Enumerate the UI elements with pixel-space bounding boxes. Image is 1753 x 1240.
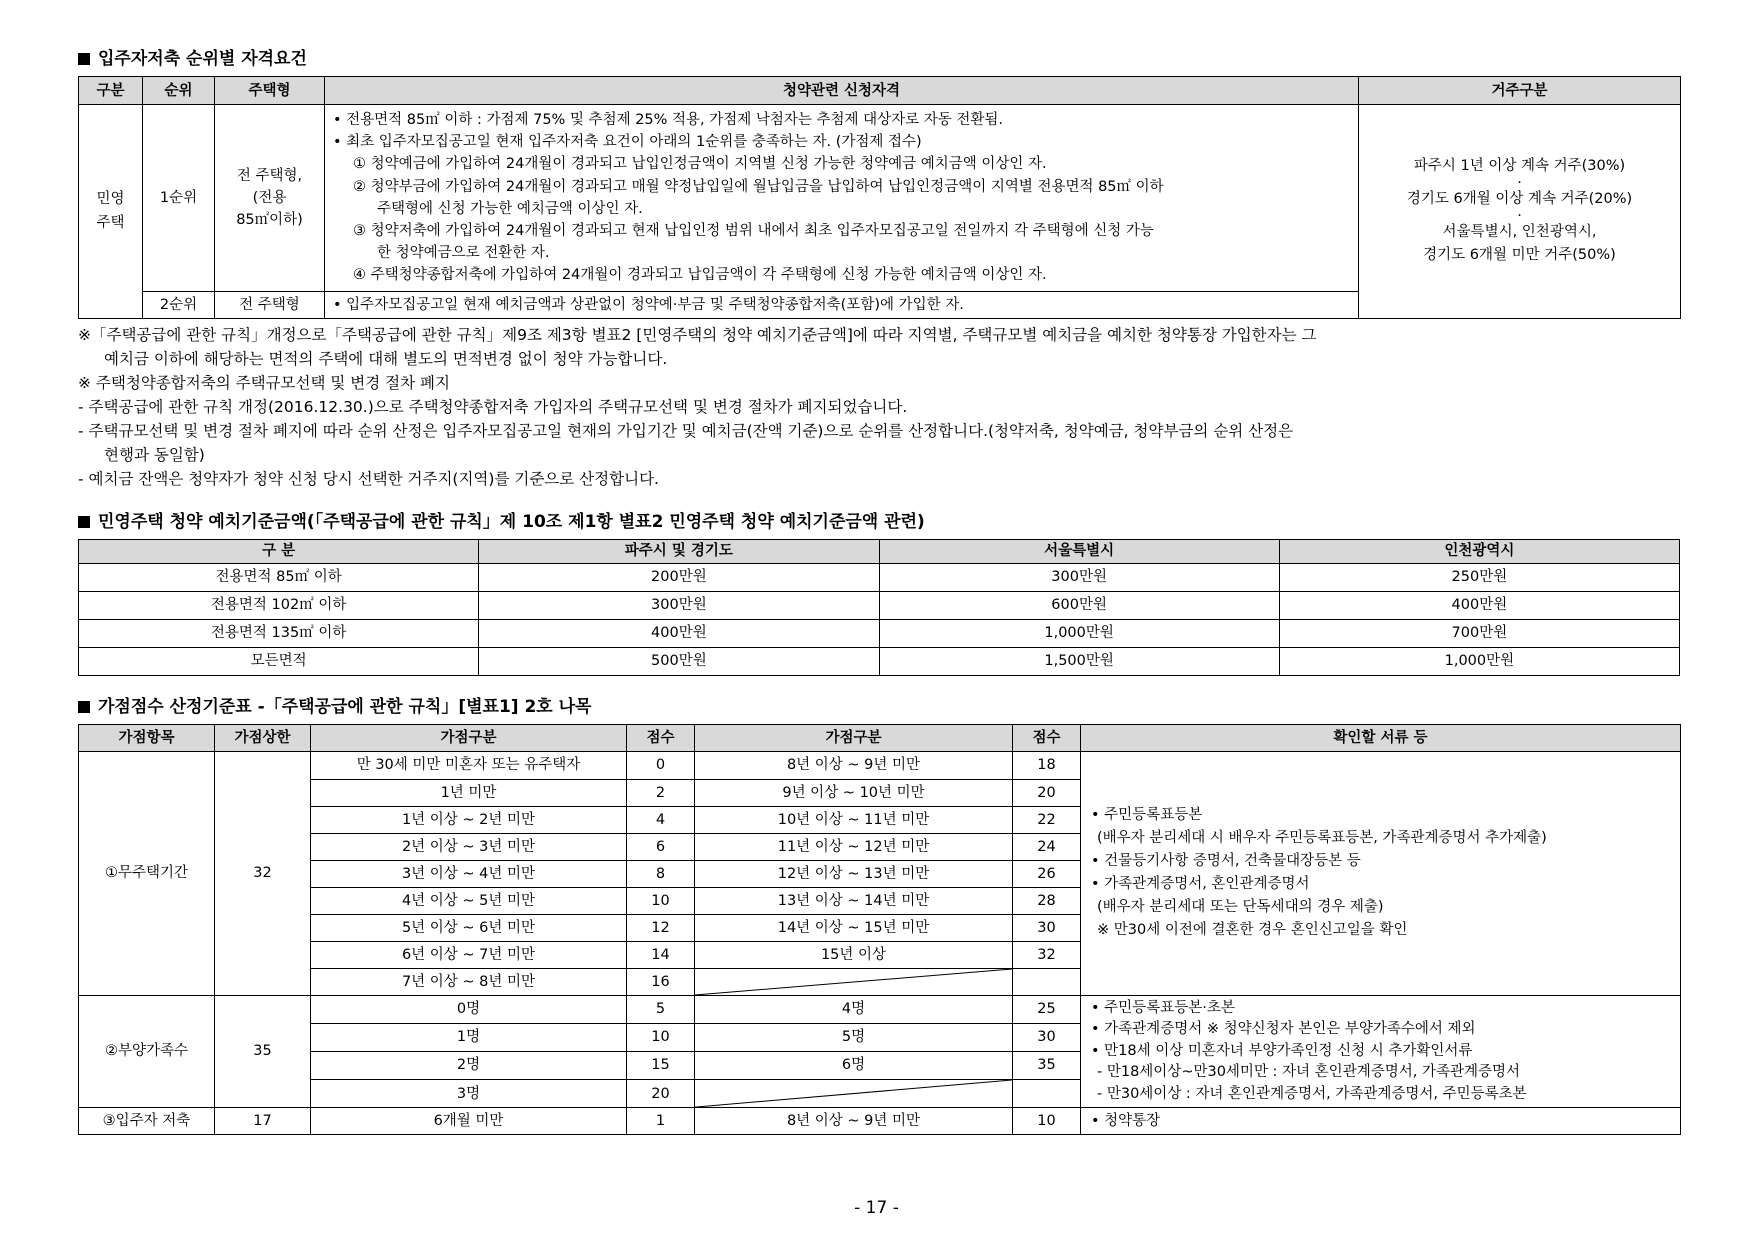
deposit-cell: 200만원 xyxy=(479,563,879,591)
item3-max: 17 xyxy=(215,1108,311,1135)
deposit-header: 서울특별시 xyxy=(879,539,1279,563)
deposit-cell: 전용면적 85㎡ 이하 xyxy=(79,563,479,591)
note-line: - 주택규모선택 및 변경 절차 폐지에 따라 순위 산정은 입주자모집공고일 현재의 가입기간 및 예치금(잔액 기준)으로 순위를 산정합니다.(청약저축, 청약예금, 청약부금의 순위 산정은 xyxy=(78,421,1294,440)
item2-name: ②부양가족수 xyxy=(79,995,215,1108)
deposit-row xyxy=(79,647,1680,675)
score-header-row xyxy=(79,724,1681,751)
deposit-table xyxy=(78,539,1680,676)
score-cell: 4 xyxy=(627,806,695,833)
header-qualification: 청약관련 신청자격 xyxy=(325,77,1359,105)
score-cell: 3명 xyxy=(311,1080,627,1108)
empty-diagonal-cell xyxy=(695,968,1013,995)
score-cell: 15 xyxy=(627,1051,695,1079)
rank1-line: ② 청약부금에 가입하여 24개월이 경과되고 매월 약정납입일에 월납입금을 납입하여 납입인정금액이 지역별 전용면적 85㎡ 이하 xyxy=(353,178,1164,195)
note-line: ※ 주택청약종합저축의 주택규모선택 및 변경 절차 폐지 xyxy=(78,373,450,392)
score-header: 가점구분 xyxy=(311,724,627,751)
score-row xyxy=(79,995,1681,1023)
deposit-row xyxy=(79,619,1680,647)
eligibility-header-row xyxy=(79,77,1681,105)
score-cell: 16 xyxy=(627,968,695,995)
score-cell: 4년 이상 ~ 5년 미만 xyxy=(311,887,627,914)
score-cell: 30 xyxy=(1013,914,1081,941)
note-line: ※「주택공급에 관한 규칙」개정으로「주택공급에 관한 규칙」제9조 제3항 별표2 [민영주택의 청약 예치기준금액]에 따라 지역별, 주택규모별 예치금을 예치한 청약통장 가입한자는 그 xyxy=(78,325,1317,344)
score-cell: 13년 이상 ~ 14년 미만 xyxy=(695,887,1013,914)
score-cell: 8년 이상 ~ 9년 미만 xyxy=(695,1108,1013,1135)
header-category: 구분 xyxy=(79,77,143,105)
score-cell: 2 xyxy=(627,779,695,806)
score-header: 가점항목 xyxy=(79,724,215,751)
score-row xyxy=(79,751,1681,779)
rank1-cell: 1순위 xyxy=(143,105,215,292)
deposit-cell: 1,000만원 xyxy=(1279,647,1679,675)
note-line: 현행과 동일함) xyxy=(104,445,205,464)
rank1-housing-type: 전 주택형, (전용 85㎡이하) xyxy=(215,105,325,292)
rank1-qualification xyxy=(325,105,1359,292)
deposit-cell: 250만원 xyxy=(1279,563,1679,591)
doc-line: • 주민등록표등본 xyxy=(1091,807,1203,824)
section1-title: 입주자저축 순위별 자격요건 xyxy=(78,48,1680,70)
score-cell: 0 xyxy=(627,751,695,779)
score-cell: 15년 이상 xyxy=(695,941,1013,968)
score-cell: 6년 이상 ~ 7년 미만 xyxy=(311,941,627,968)
score-cell: 만 30세 미만 미혼자 또는 유주택자 xyxy=(311,751,627,779)
rank1-line: ④ 주택청약종합저축에 가입하여 24개월이 경과되고 납입금액이 각 주택형에 신청 가능한 예치금액 이상인 자. xyxy=(353,267,1047,284)
score-cell: 1년 미만 xyxy=(311,779,627,806)
score-cell: 8년 이상 ~ 9년 미만 xyxy=(695,751,1013,779)
doc-line: • 만18세 이상 미혼자녀 부양가족인정 신청 시 추가확인서류 xyxy=(1091,1042,1473,1059)
header-rank: 순위 xyxy=(143,77,215,105)
score-cell: 4명 xyxy=(695,995,1013,1023)
score-cell: 5 xyxy=(627,995,695,1023)
item1-max: 32 xyxy=(215,751,311,995)
deposit-cell: 600만원 xyxy=(879,591,1279,619)
score-header: 확인할 서류 등 xyxy=(1081,724,1681,751)
doc-line: - 만18세이상~만30세미만 : 자녀 혼인관계증명서, 가족관계증명서 xyxy=(1097,1064,1520,1081)
deposit-cell: 400만원 xyxy=(479,619,879,647)
rank1-line: ③ 청약저축에 가입하여 24개월이 경과되고 현재 납입인정 범위 내에서 최초 입주자모집공고일 전일까지 각 주택형에 신청 가능 xyxy=(353,223,1154,240)
category-cell: 민영 주택 xyxy=(79,105,143,319)
score-cell: 32 xyxy=(1013,941,1081,968)
rank2-housing-type: 전 주택형 xyxy=(215,291,325,318)
note-line: - 예치금 잔액은 청약자가 청약 신청 당시 선택한 거주지(지역)를 기준으로 산정합니다. xyxy=(78,469,659,488)
deposit-header: 구 분 xyxy=(79,539,479,563)
eligibility-table xyxy=(78,76,1681,319)
doc-line: ※ 만30세 이전에 결혼한 경우 혼인신고일을 확인 xyxy=(1097,922,1408,939)
square-bullet-icon xyxy=(78,701,90,713)
score-cell: 5년 이상 ~ 6년 미만 xyxy=(311,914,627,941)
rank1-line: 주택형에 신청 가능한 예치금액 이상인 자. xyxy=(377,200,643,217)
square-bullet-icon xyxy=(78,53,90,65)
score-cell: 1년 이상 ~ 2년 미만 xyxy=(311,806,627,833)
score-cell: 20 xyxy=(1013,779,1081,806)
score-cell: 10 xyxy=(627,1023,695,1051)
score-cell: 1 xyxy=(627,1108,695,1135)
doc-line: (배우자 분리세대 또는 단독세대의 경우 제출) xyxy=(1097,899,1384,916)
score-cell: 18 xyxy=(1013,751,1081,779)
residence-cell: 파주시 1년 이상 계속 거주(30%) · 경기도 6개월 이상 계속 거주(20%) · 서울특별시, 인천광역시, 경기도 6개월 미만 거주(50%) xyxy=(1359,105,1681,319)
score-cell: 20 xyxy=(627,1080,695,1108)
score-cell: 2명 xyxy=(311,1051,627,1079)
rank1-line: • 최초 입주자모집공고일 현재 입주자저축 요건이 아래의 1순위를 충족하는 자. (가점제 접수) xyxy=(333,134,922,151)
square-bullet-icon xyxy=(78,516,90,528)
header-residence: 거주구분 xyxy=(1359,77,1681,105)
deposit-header: 인천광역시 xyxy=(1279,539,1679,563)
score-cell: 12 xyxy=(627,914,695,941)
score-cell: 14년 이상 ~ 15년 미만 xyxy=(695,914,1013,941)
deposit-cell: 1,500만원 xyxy=(879,647,1279,675)
empty-cell xyxy=(1013,968,1081,995)
rank1-line: • 전용면적 85㎡ 이하 : 가점제 75% 및 추첨제 25% 적용, 가점제 낙첨자는 추첨제 대상자로 자동 전환됨. xyxy=(333,112,1004,128)
deposit-header: 파주시 및 경기도 xyxy=(479,539,879,563)
score-header: 가점상한 xyxy=(215,724,311,751)
doc-line: (배우자 분리세대 시 배우자 주민등록표등본, 가족관계증명서 추가제출) xyxy=(1097,830,1547,847)
score-cell: 10 xyxy=(1013,1108,1081,1135)
score-cell: 3년 이상 ~ 4년 미만 xyxy=(311,860,627,887)
deposit-cell: 400만원 xyxy=(1279,591,1679,619)
doc-line: • 건물등기사항 증명서, 건축물대장등본 등 xyxy=(1091,853,1361,870)
deposit-cell: 전용면적 135㎡ 이하 xyxy=(79,619,479,647)
deposit-row xyxy=(79,563,1680,591)
score-cell: 11년 이상 ~ 12년 미만 xyxy=(695,833,1013,860)
item3-name: ③입주자 저축 xyxy=(79,1108,215,1135)
score-cell: 10년 이상 ~ 11년 미만 xyxy=(695,806,1013,833)
score-header: 점수 xyxy=(1013,724,1081,751)
rank2-qualification: • 입주자모집공고일 현재 예치금액과 상관없이 청약예·부금 및 주택청약종합저축(포함)에 가입한 자. xyxy=(325,291,1359,318)
rank1-line: 한 청약예금으로 전환한 자. xyxy=(377,245,550,262)
score-cell: 8 xyxy=(627,860,695,887)
deposit-row xyxy=(79,591,1680,619)
score-cell: 6 xyxy=(627,833,695,860)
score-cell: 5명 xyxy=(695,1023,1013,1051)
score-cell: 26 xyxy=(1013,860,1081,887)
item2-max: 35 xyxy=(215,995,311,1108)
note-line: - 주택공급에 관한 규칙 개정(2016.12.30.)으로 주택청약종합저축 가입자의 주택규모선택 및 변경 절차가 폐지되었습니다. xyxy=(78,397,908,416)
deposit-cell: 모든면적 xyxy=(79,647,479,675)
deposit-cell: 300만원 xyxy=(479,591,879,619)
page-number: - 17 - xyxy=(854,1198,899,1218)
notes-block xyxy=(78,323,1680,491)
deposit-cell: 전용면적 102㎡ 이하 xyxy=(79,591,479,619)
score-cell: 9년 이상 ~ 10년 미만 xyxy=(695,779,1013,806)
empty-diagonal-cell xyxy=(695,1080,1013,1108)
item3-docs: • 청약통장 xyxy=(1081,1108,1681,1135)
doc-line: • 주민등록표등본·초본 xyxy=(1091,999,1235,1016)
score-cell: 24 xyxy=(1013,833,1081,860)
score-cell: 30 xyxy=(1013,1023,1081,1051)
score-cell: 1명 xyxy=(311,1023,627,1051)
score-cell: 7년 이상 ~ 8년 미만 xyxy=(311,968,627,995)
rank1-line: ① 청약예금에 가입하여 24개월이 경과되고 납입인정금액이 지역별 신청 가능한 청약예금 예치금액 이상인 자. xyxy=(353,156,1047,173)
deposit-cell: 1,000만원 xyxy=(879,619,1279,647)
score-cell: 2년 이상 ~ 3년 미만 xyxy=(311,833,627,860)
header-housing-type: 주택형 xyxy=(215,77,325,105)
rank2-cell: 2순위 xyxy=(143,291,215,318)
empty-cell xyxy=(1013,1080,1081,1108)
score-header: 가점구분 xyxy=(695,724,1013,751)
score-table xyxy=(78,724,1681,1136)
score-cell: 22 xyxy=(1013,806,1081,833)
deposit-cell: 300만원 xyxy=(879,563,1279,591)
score-cell: 0명 xyxy=(311,995,627,1023)
score-cell: 6명 xyxy=(695,1051,1013,1079)
score-cell: 35 xyxy=(1013,1051,1081,1079)
section3-title: 가점점수 산정기준표 -「주택공급에 관한 규칙」[별표1] 2호 나목 xyxy=(78,696,1680,718)
score-row xyxy=(79,1108,1681,1135)
item2-docs xyxy=(1081,995,1681,1108)
rank1-row xyxy=(79,105,1681,292)
doc-line: - 만30세이상 : 자녀 혼인관계증명서, 가족관계증명서, 주민등록초본 xyxy=(1097,1085,1527,1102)
doc-line: • 가족관계증명서 ※ 청약신청자 본인은 부양가족수에서 제외 xyxy=(1091,1021,1476,1038)
section2-title: 민영주택 청약 예치기준금액(「주택공급에 관한 규칙」제 10조 제1항 별표2 민영주택 청약 예치기준금액 관련) xyxy=(78,511,1680,533)
score-cell: 12년 이상 ~ 13년 미만 xyxy=(695,860,1013,887)
item1-name: ①무주택기간 xyxy=(79,751,215,995)
deposit-cell: 500만원 xyxy=(479,647,879,675)
deposit-cell: 700만원 xyxy=(1279,619,1679,647)
score-header: 점수 xyxy=(627,724,695,751)
score-cell: 10 xyxy=(627,887,695,914)
doc-line: • 가족관계증명서, 혼인관계증명서 xyxy=(1091,876,1310,893)
note-line: 예치금 이하에 해당하는 면적의 주택에 대해 별도의 면적변경 없이 청약 가능합니다. xyxy=(104,349,668,368)
deposit-header-row xyxy=(79,539,1680,563)
score-cell: 28 xyxy=(1013,887,1081,914)
item1-docs xyxy=(1081,751,1681,995)
score-cell: 14 xyxy=(627,941,695,968)
score-cell: 25 xyxy=(1013,995,1081,1023)
score-cell: 6개월 미만 xyxy=(311,1108,627,1135)
